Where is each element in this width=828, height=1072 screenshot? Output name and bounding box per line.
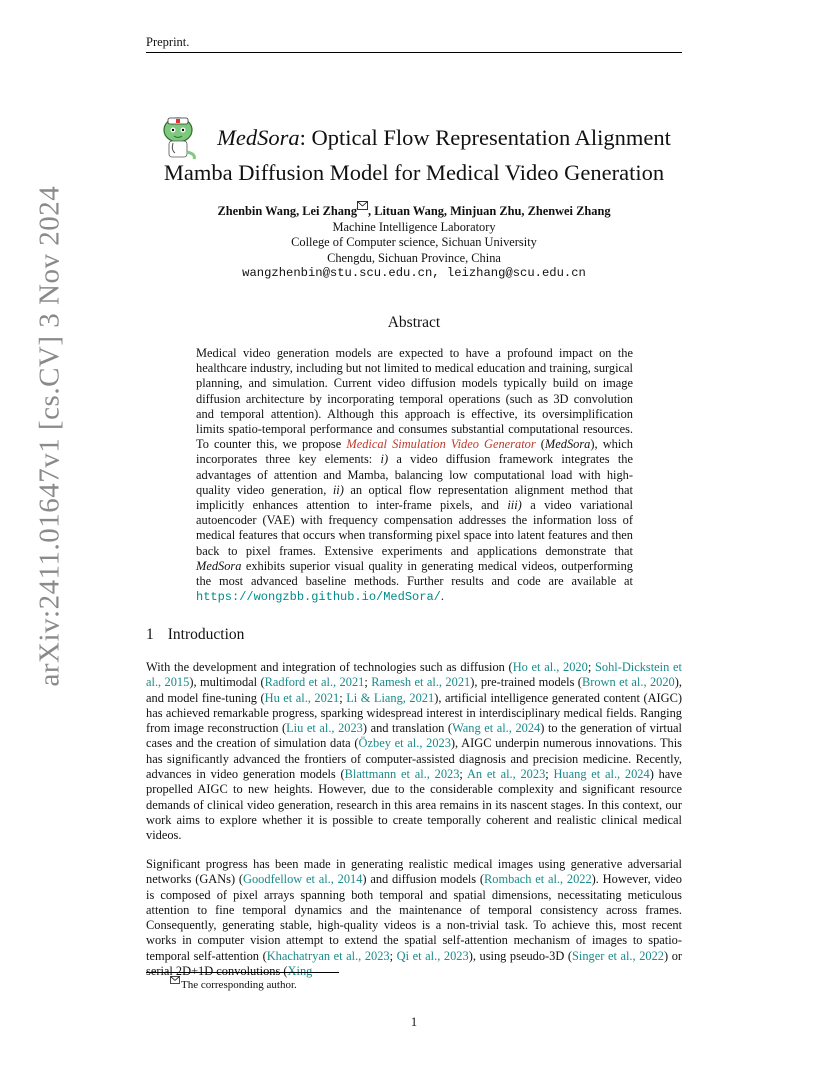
- abstract-body: [196, 346, 633, 605]
- section-heading: [146, 626, 244, 644]
- citation-link[interactable]: Li & Liang, 2021: [346, 690, 435, 705]
- abstract-heading: Abstract: [387, 314, 441, 331]
- body-text: With the development and integration of technologies such as diffusion (: [146, 660, 513, 674]
- arxiv-stamp: arXiv:2411.01647v1 [cs.CV] 3 Nov 2024: [33, 185, 66, 687]
- citation-link[interactable]: Wang et al., 2024: [452, 721, 541, 736]
- affiliation-location: Chengdu, Sichuan Province, China: [327, 250, 501, 265]
- body-text: ) have propelled AIGC to new heights. However, due to the considerable complexity and significant resource demands of clinical video generation, research in this area remains in its nascent stages. In this context, our work aims to explore whether it is possible to create temporally coherent and realistic clinical medical videos.: [146, 767, 682, 843]
- citation-link[interactable]: Liu et al., 2023: [286, 721, 363, 736]
- citation-link[interactable]: Xing: [287, 964, 313, 979]
- affiliation-lab: Machine Intelligence Laboratory: [332, 219, 496, 234]
- enum-marker: i): [380, 452, 389, 467]
- author-block: [146, 201, 682, 282]
- footnote-text: The corresponding author.: [181, 979, 297, 991]
- body-text: ;: [459, 767, 467, 782]
- abstract-text: .: [440, 589, 444, 604]
- citation-link[interactable]: Brown et al., 2020: [581, 675, 675, 690]
- body-text: ;: [389, 948, 397, 963]
- abstract-text: an optical flow representation alignment method that implicitly enhances attention to inter-frame pixels, and: [196, 482, 633, 513]
- method-name-highlight: Medical Simulation Video Generator: [346, 437, 536, 452]
- body-text: ). However, video is composed of pixel arrays spanning both temporal and spatial dimensions, necessitating meticulous attention to fine temporal dynamics and the maintenance of temporal consistency across frames. Consequently, generating stable, high-quality videos is a non-trivial task. To achieve this, most recent works in computer vision attempt to extend the spatial self-attention mechanism of images to spatio-temporal self-attention (: [146, 872, 682, 963]
- affiliation-college: College of Computer science, Sichuan University: [291, 235, 537, 249]
- citation-link[interactable]: Rombach et al., 2022: [483, 872, 592, 887]
- envelope-icon: [357, 201, 368, 210]
- page-header: Preprint.: [146, 35, 190, 49]
- body-text: ;: [587, 660, 595, 674]
- body-text: ), multimodal (: [189, 675, 265, 690]
- author-names-b: , Lituan Wang, Minjuan Zhu, Zhenwei Zhang: [368, 204, 611, 218]
- body-text: ) and diffusion models (: [362, 872, 484, 887]
- footnote: [170, 976, 297, 991]
- citation-link[interactable]: Blattmann et al., 2023: [344, 767, 460, 782]
- project-url-link[interactable]: https://wongzbb.github.io/MedSora/: [196, 590, 441, 605]
- citation-link[interactable]: Radford et al., 2021: [264, 675, 365, 690]
- author-names-a: Zhenbin Wang, Lei Zhang: [217, 204, 358, 218]
- envelope-icon: [170, 976, 180, 984]
- body-text: ), and model fine-tuning (: [146, 675, 682, 705]
- intro-paragraph-2: [146, 857, 682, 979]
- citation-link[interactable]: Ramesh et al., 2021: [371, 675, 471, 690]
- author-emails: wangzhenbin@stu.scu.edu.cn, leizhang@scu.edu.cn: [242, 266, 586, 280]
- abstract-text: a video variational autoencoder (VAE) with frequency compensation addresses the information loss of medical features that occurs when transforming pixel space into latent features and then back to pixel frames. Extensive experiments and applications demonstrate that: [196, 498, 633, 558]
- title-name: MedSora: [217, 125, 300, 150]
- page-number: 1: [410, 1015, 418, 1029]
- body-text: Significant progress has been made in generating realistic medical images using generative adversarial networks (GANs) (: [146, 857, 682, 887]
- body-text: ) or serial 2D+1D convolutions (: [146, 948, 683, 979]
- citation-link[interactable]: Qi et al., 2023: [396, 948, 469, 963]
- body-text: ) and translation (: [362, 721, 453, 736]
- enum-marker: ii): [332, 482, 344, 497]
- citation-link[interactable]: Khachatryan et al., 2023: [266, 948, 390, 963]
- body-text: ;: [339, 690, 347, 705]
- body-text: ;: [545, 767, 554, 782]
- citation-link[interactable]: Sohl-Dickstein et al., 2015: [146, 660, 682, 690]
- body-text: ), AIGC underpin numerous innovations. This has significantly advanced the frontiers of computer-assisted diagnosis and precision medicine. Recently, advances in video generation models (: [146, 736, 683, 782]
- method-abbrev: MedSora: [544, 437, 591, 452]
- intro-paragraph-1: [146, 660, 682, 844]
- abstract-text: Medical video generation models are expected to have a profound impact on the healthcare industry, including but not limited to medical education and training, surgical planning, and simulation. Current video diffusion models typically build on image diffusion architecture by incorporating temporal operations (such as 3D convolution and temporal attention). Although this approach is effective, its oversimplification limits spatio-temporal performance and consumes substantial computational resources. To counter this, we propose: [196, 346, 633, 452]
- abstract-text: (: [535, 437, 545, 452]
- body-text: ;: [364, 675, 372, 690]
- citation-link[interactable]: Ho et al., 2020: [512, 660, 588, 674]
- author-names: [146, 201, 682, 220]
- citation-link[interactable]: Hu et al., 2021: [264, 690, 340, 705]
- citation-link[interactable]: Singer et al., 2022: [572, 948, 664, 963]
- title-line1: : Optical Flow Representation Alignment: [299, 125, 671, 150]
- section-title: Introduction: [167, 626, 245, 643]
- body-text: ), artificial intelligence generated content (AIGC) has achieved remarkable progress, sparking widespread interest in interdisciplinary medical fields. Ranging from image reconstruction (: [146, 690, 682, 736]
- citation-link[interactable]: Goodfellow et al., 2014: [243, 872, 363, 887]
- footnote-rule: [146, 972, 339, 973]
- citation-link[interactable]: An et al., 2023: [466, 767, 546, 782]
- citation-link[interactable]: Özbey et al., 2023: [358, 736, 451, 751]
- section-number: 1: [146, 626, 154, 643]
- body-text: ), using pseudo-3D (: [468, 948, 573, 963]
- header-rule: [146, 52, 682, 53]
- title-line2: Mamba Diffusion Model for Medical Video Generation: [163, 160, 665, 185]
- abstract-text: ), which incorporates three key elements:: [196, 437, 633, 467]
- abstract-text: a video diffusion framework integrates the advantages of attention and Mamba, balancing low computational load with high-quality video generation,: [196, 452, 633, 497]
- paper-title: [146, 120, 682, 190]
- method-abbrev: MedSora: [196, 558, 242, 573]
- abstract-text: exhibits superior visual quality in generating medical videos, outperforming the most advanced baseline methods. Further results and code are available at: [196, 558, 633, 589]
- citation-link[interactable]: Huang et al., 2024: [553, 767, 650, 782]
- body-text: ), pre-trained models (: [470, 675, 582, 690]
- enum-marker: iii): [507, 498, 522, 513]
- body-text: ) to the generation of virtual cases and the creation of simulation data (: [146, 721, 682, 751]
